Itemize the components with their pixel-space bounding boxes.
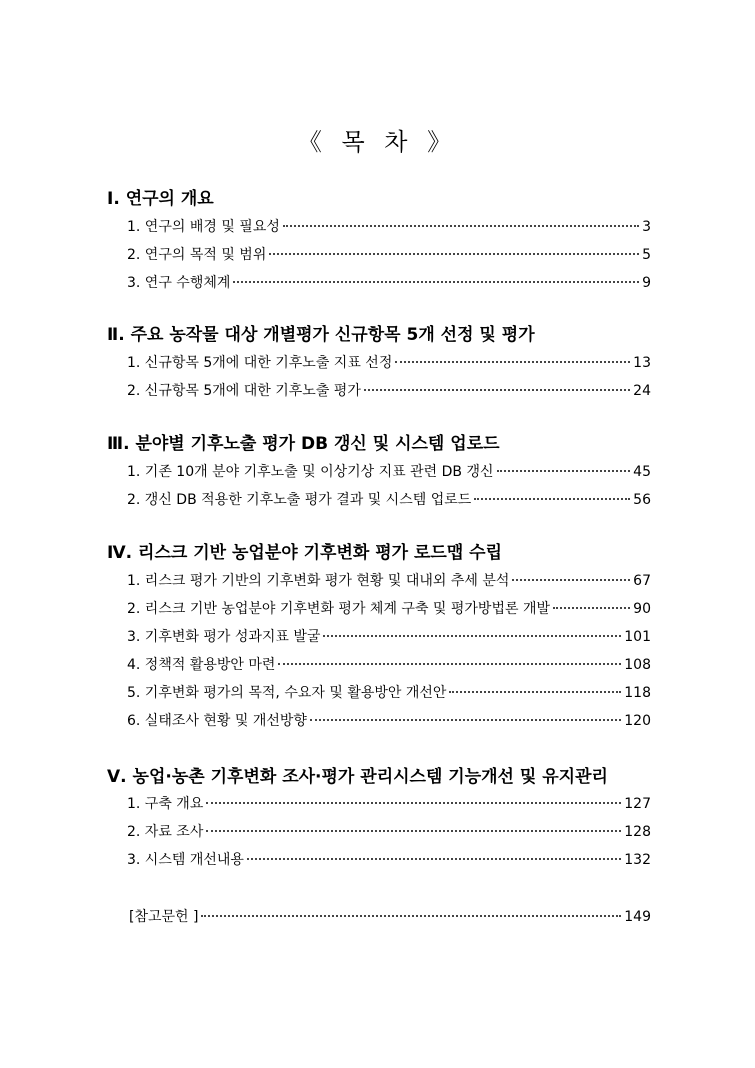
entry-label: 2. 연구의 목적 및 범위 bbox=[127, 247, 267, 263]
entry-label: [참고문헌 ] bbox=[129, 909, 199, 925]
dot-leader bbox=[449, 691, 621, 693]
entry-page: 132 bbox=[624, 852, 651, 868]
dot-leader bbox=[512, 579, 630, 581]
entry-label: 5. 기후변화 평가의 목적, 수요자 및 활용방안 개선안 bbox=[127, 685, 447, 701]
dot-leader bbox=[497, 470, 631, 472]
toc-entry[interactable] bbox=[127, 793, 651, 815]
toc-entry[interactable] bbox=[127, 216, 651, 238]
entry-page: 90 bbox=[633, 601, 651, 617]
toc-entry[interactable] bbox=[127, 598, 651, 620]
entry-page: 56 bbox=[633, 492, 651, 508]
toc-entry[interactable] bbox=[127, 272, 651, 294]
entry-label: 3. 기후변화 평가 성과지표 발굴 bbox=[127, 629, 321, 645]
entry-label: 3. 연구 수행체계 bbox=[127, 275, 231, 291]
entry-page: 127 bbox=[624, 796, 651, 812]
dot-leader bbox=[269, 253, 639, 255]
section-heading-5: Ⅴ. 농업·농촌 기후변화 조사·평가 관리시스템 기능개선 및 유지관리 bbox=[107, 767, 608, 787]
entry-page: 45 bbox=[633, 464, 651, 480]
entry-page: 120 bbox=[624, 713, 651, 729]
entry-page: 13 bbox=[633, 355, 651, 371]
entry-label: 4. 정책적 활용방안 마련 bbox=[127, 657, 276, 673]
entry-page: 5 bbox=[642, 247, 651, 263]
toc-entry[interactable] bbox=[127, 244, 651, 266]
toc-entry[interactable] bbox=[127, 461, 651, 483]
entry-page: 3 bbox=[642, 219, 651, 235]
entry-label: 2. 신규항목 5개에 대한 기후노출 평가 bbox=[127, 383, 361, 399]
entry-label: 1. 신규항목 5개에 대한 기후노출 지표 선정 bbox=[127, 355, 393, 371]
dot-leader bbox=[233, 281, 639, 283]
dot-leader bbox=[278, 663, 621, 665]
entry-label: 1. 연구의 배경 및 필요성 bbox=[127, 219, 280, 235]
toc-entry[interactable] bbox=[127, 570, 651, 592]
entry-page: 67 bbox=[633, 573, 651, 589]
toc-entry[interactable] bbox=[127, 821, 651, 843]
dot-leader bbox=[364, 389, 630, 391]
dot-leader bbox=[323, 635, 621, 637]
section-heading-1: Ⅰ. 연구의 개요 bbox=[107, 189, 214, 209]
section-heading-2: Ⅱ. 주요 농작물 대상 개별평가 신규항목 5개 선정 및 평가 bbox=[107, 325, 535, 345]
toc-entry[interactable] bbox=[127, 849, 651, 871]
toc-entry[interactable] bbox=[127, 489, 651, 511]
entry-label: 2. 리스크 기반 농업분야 기후변화 평가 체계 구축 및 평가방법론 개발 bbox=[127, 601, 551, 617]
toc-entry[interactable] bbox=[127, 654, 651, 676]
dot-leader bbox=[247, 858, 621, 860]
dot-leader bbox=[310, 719, 621, 721]
dot-leader bbox=[206, 830, 621, 832]
entry-label: 2. 갱신 DB 적용한 기후노출 평가 결과 및 시스템 업로드 bbox=[127, 492, 472, 508]
entry-page: 108 bbox=[624, 657, 651, 673]
toc-entry[interactable] bbox=[127, 380, 651, 402]
toc-entry-references[interactable] bbox=[129, 906, 651, 928]
toc-title: 《 목 차 》 bbox=[297, 128, 458, 156]
dot-leader bbox=[201, 915, 621, 917]
section-heading-4: Ⅳ. 리스크 기반 농업분야 기후변화 평가 로드맵 수립 bbox=[107, 543, 503, 563]
entry-page: 101 bbox=[624, 629, 651, 645]
entry-label: 2. 자료 조사 bbox=[127, 824, 204, 840]
dot-leader bbox=[395, 361, 630, 363]
entry-page: 128 bbox=[624, 824, 651, 840]
dot-leader bbox=[206, 802, 621, 804]
toc-entry[interactable] bbox=[127, 710, 651, 732]
toc-entry[interactable] bbox=[127, 626, 651, 648]
entry-page: 149 bbox=[624, 909, 651, 925]
entry-label: 1. 기존 10개 분야 기후노출 및 이상기상 지표 관련 DB 갱신 bbox=[127, 464, 494, 480]
entry-label: 6. 실태조사 현황 및 개선방향 bbox=[127, 713, 307, 729]
entry-label: 1. 구축 개요 bbox=[127, 796, 204, 812]
entry-page: 24 bbox=[633, 383, 651, 399]
entry-label: 3. 시스템 개선내용 bbox=[127, 852, 244, 868]
toc-entry[interactable] bbox=[127, 352, 651, 374]
toc-entry[interactable] bbox=[127, 682, 651, 704]
entry-page: 9 bbox=[642, 275, 651, 291]
dot-leader bbox=[283, 225, 639, 227]
dot-leader bbox=[474, 498, 630, 500]
dot-leader bbox=[553, 607, 630, 609]
section-heading-3: Ⅲ. 분야별 기후노출 평가 DB 갱신 및 시스템 업로드 bbox=[107, 434, 500, 454]
entry-label: 1. 리스크 평가 기반의 기후변화 평가 현황 및 대내외 추세 분석 bbox=[127, 573, 510, 589]
entry-page: 118 bbox=[624, 685, 651, 701]
